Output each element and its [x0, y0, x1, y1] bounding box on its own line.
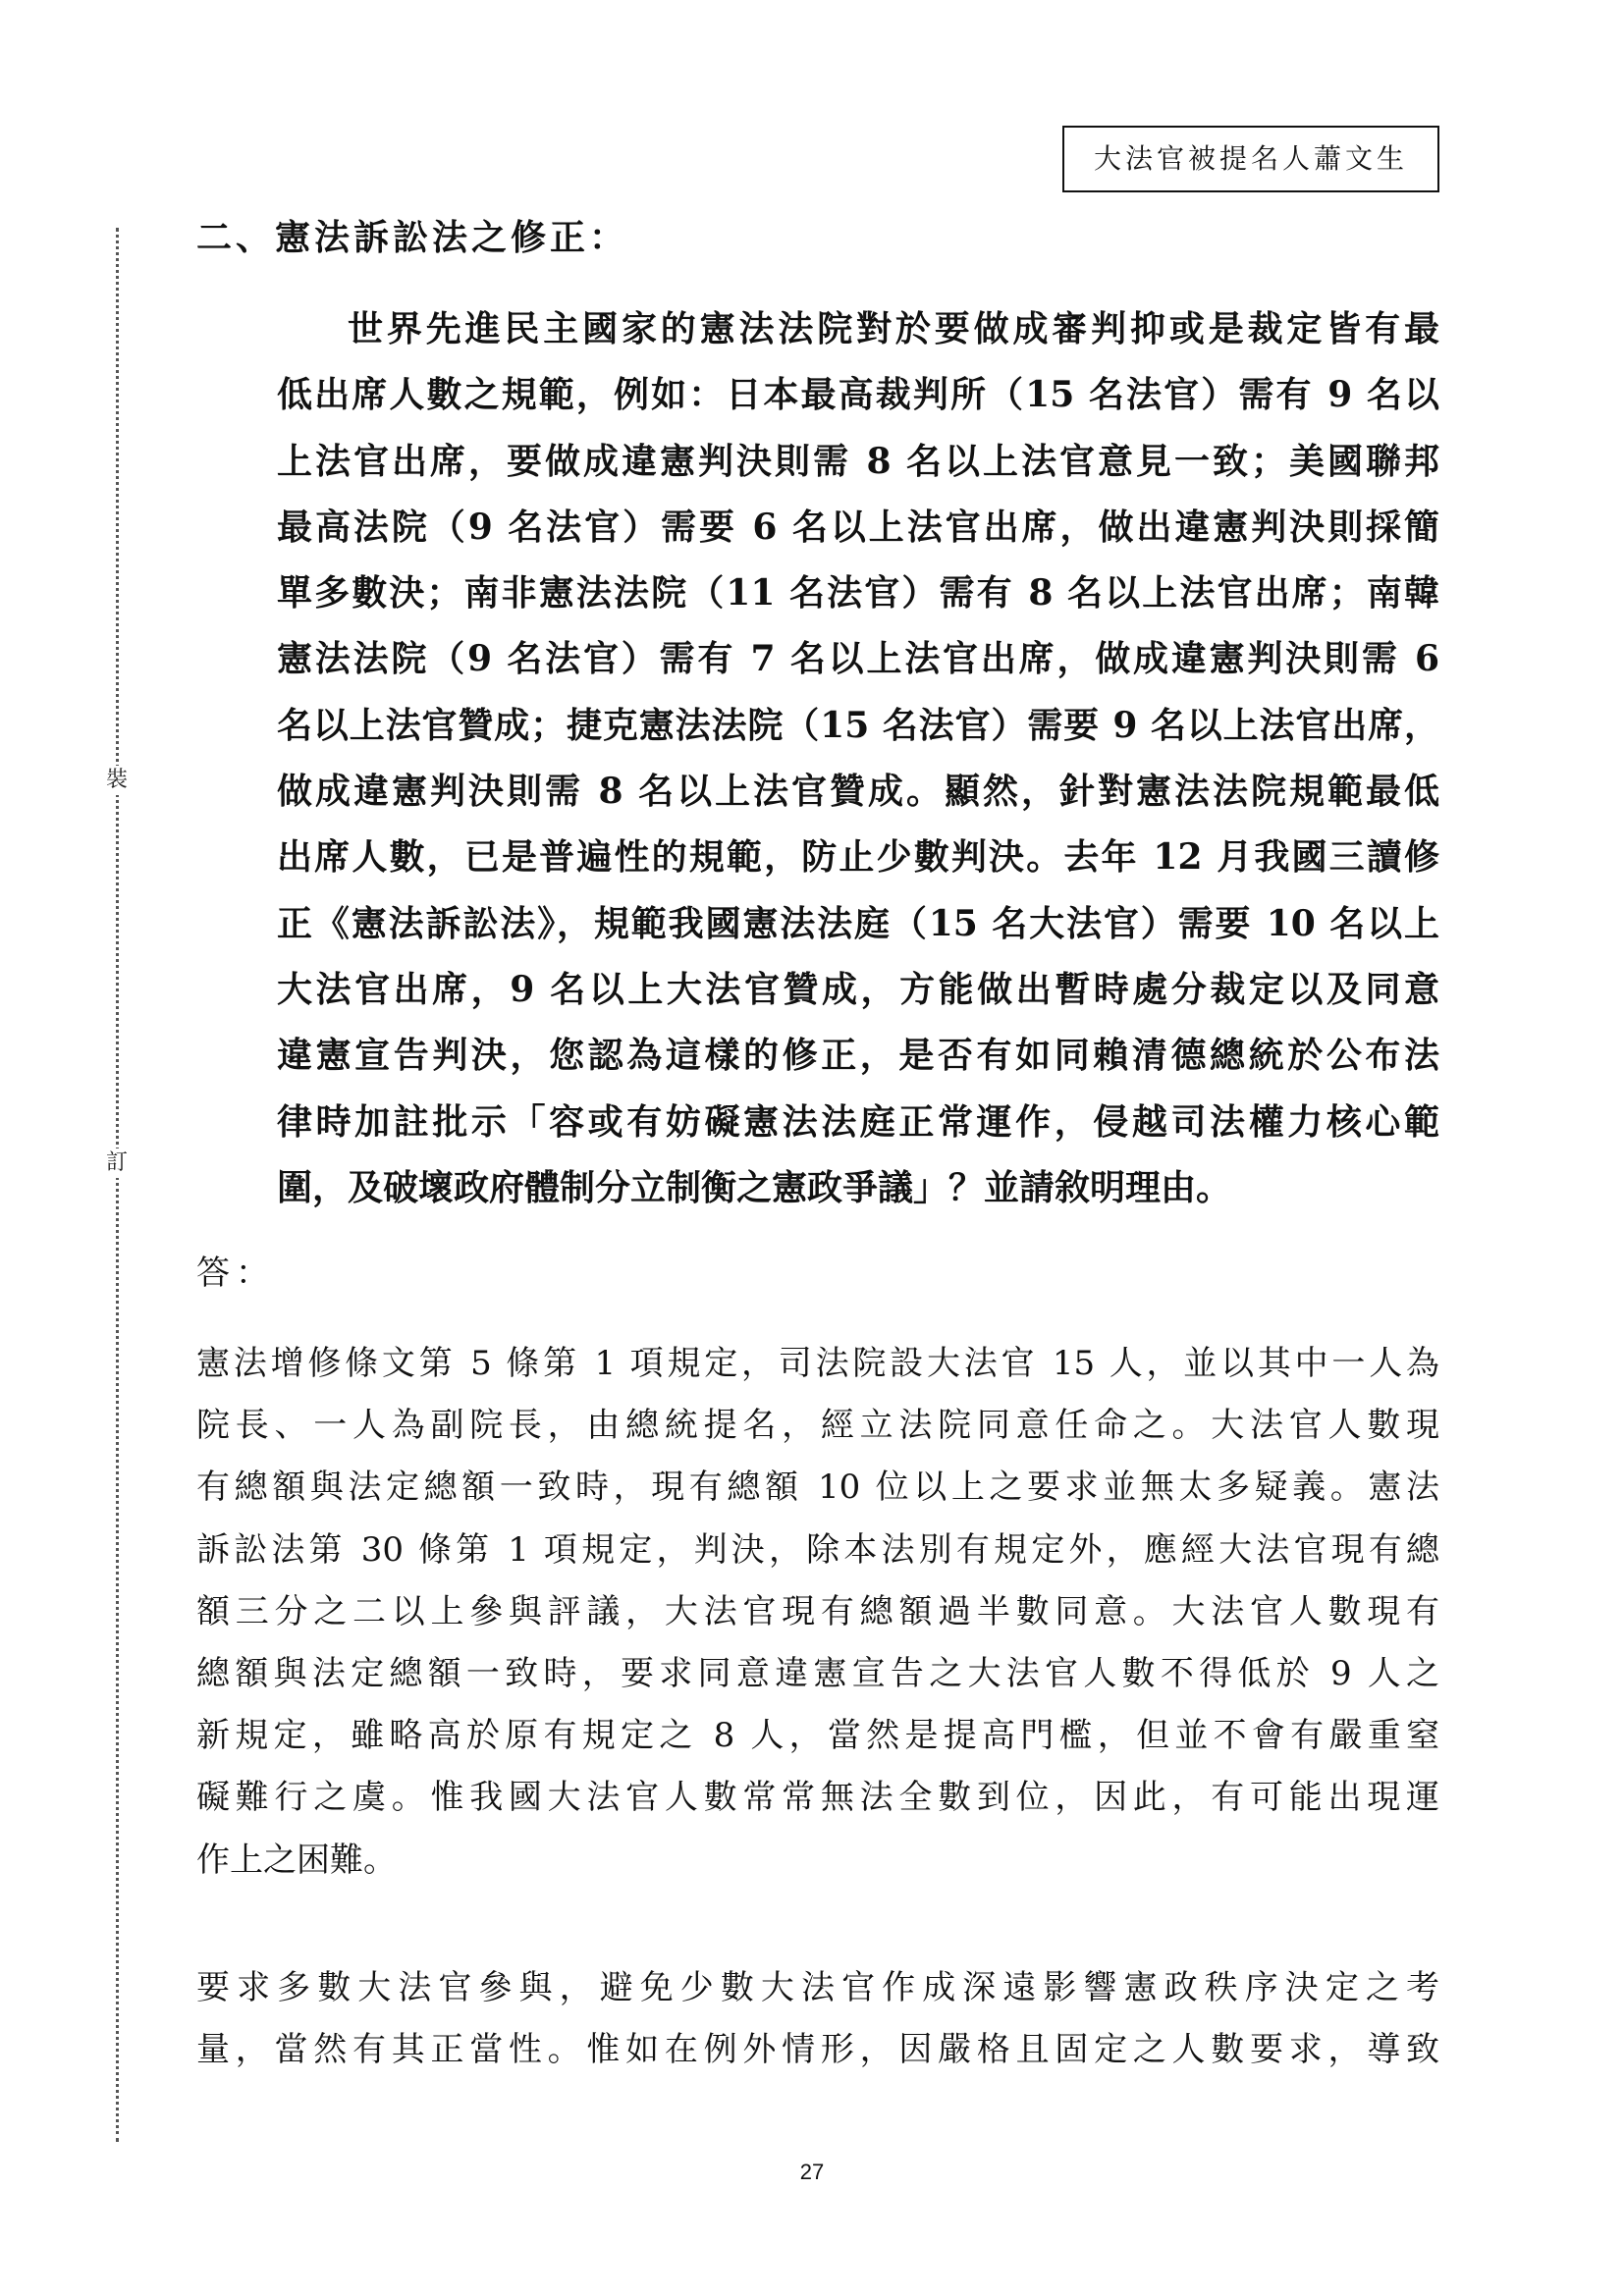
- question-line: 低出席人數之規範，例如：日本最高裁判所（15 名法官）需有 9 名以: [277, 374, 1439, 416]
- question-line: 最高法院（9 名法官）需要 6 名以上法官出席，做出違憲判決則採簡: [277, 506, 1439, 548]
- question-line: 上法官出席，要做成違憲判決則需 8 名以上法官意見一致；美國聯邦: [277, 440, 1439, 482]
- binding-mark-ding: 訂: [102, 1148, 132, 1178]
- page-number: 27: [799, 2160, 825, 2184]
- question-line: 做成違憲判決則需 8 名以上法官贊成。顯然，針對憲法法院規範最低: [277, 771, 1439, 813]
- question-line: 違憲宣告判決，您認為這樣的修正，是否有如同賴清德總統於公布法: [277, 1035, 1439, 1077]
- question-line: 圍，及破壞政府體制分立制衡之憲政爭議」？並請敘明理由。: [277, 1166, 1232, 1208]
- answer-line: 量，當然有其正當性。惟如在例外情形，因嚴格且固定之人數要求，導致: [196, 2030, 1439, 2070]
- answer-line: 有總額與法定總額一致時，現有總額 10 位以上之要求並無太多疑義。憲法: [196, 1468, 1439, 1508]
- question-line: 出席人數，已是普遍性的規範，防止少數判決。去年 12 月我國三讀修: [277, 836, 1439, 879]
- answer-label: 答：: [196, 1254, 275, 1293]
- answer-line: 訴訟法第 30 條第 1 項規定，判決，除本法別有規定外，應經大法官現有總: [196, 1529, 1439, 1570]
- answer-paragraph-2: [196, 1957, 1439, 2081]
- question-line: 名以上法官贊成；捷克憲法法院（15 名法官）需要 9 名以上法官出席，: [277, 704, 1439, 746]
- answer-line: 作上之困難。: [196, 1840, 397, 1880]
- answer-paragraph-1: [196, 1333, 1439, 1892]
- question-line: 正《憲法訴訟法》，規範我國憲法法庭（15 名大法官）需要 10 名以上: [277, 902, 1439, 944]
- question-line: 大法官出席，9 名以上大法官贊成，方能做出暫時處分裁定以及同意: [277, 968, 1439, 1010]
- answer-line: 憲法增修條文第 5 條第 1 項規定，司法院設大法官 15 人，並以其中一人為: [196, 1344, 1439, 1383]
- nominee-label-box: 大法官被提名人蕭文生: [1062, 126, 1439, 192]
- answer-line: 總額與法定總額一致時，要求同意違憲宣告之大法官人數不得低於 9 人之: [196, 1654, 1439, 1694]
- question-paragraph: [277, 296, 1439, 1221]
- answer-line: 新規定，雖略高於原有規定之 8 人，當然是提高門檻，但並不會有嚴重窒: [196, 1716, 1439, 1756]
- binding-dotted-line: [116, 228, 119, 2142]
- answer-line: 額三分之二以上參與評議，大法官現有總額過半數同意。大法官人數現有: [196, 1591, 1439, 1631]
- answer-line: 礙難行之虞。惟我國大法官人數常常無法全數到位，因此，有可能出現運: [196, 1778, 1439, 1818]
- question-line: 世界先進民主國家的憲法法院對於要做成審判抑或是裁定皆有最: [348, 308, 1439, 349]
- question-line: 單多數決；南非憲法法院（11 名法官）需有 8 名以上法官出席；南韓: [277, 572, 1439, 614]
- question-line: 憲法法院（9 名法官）需有 7 名以上法官出席，做成違憲判決則需 6: [277, 638, 1439, 680]
- answer-line: 院長、一人為副院長，由總統提名，經立法院同意任命之。大法官人數現: [196, 1406, 1439, 1446]
- binding-mark-zhuang: 裝: [102, 766, 132, 795]
- question-line: 律時加註批示「容或有妨礙憲法法庭正常運作，侵越司法權力核心範: [277, 1100, 1439, 1143]
- answer-line: 要求多數大法官參與，避免少數大法官作成深遠影響憲政秩序決定之考: [196, 1968, 1439, 2007]
- section-heading: 二、憲法訴訟法之修正：: [196, 217, 629, 258]
